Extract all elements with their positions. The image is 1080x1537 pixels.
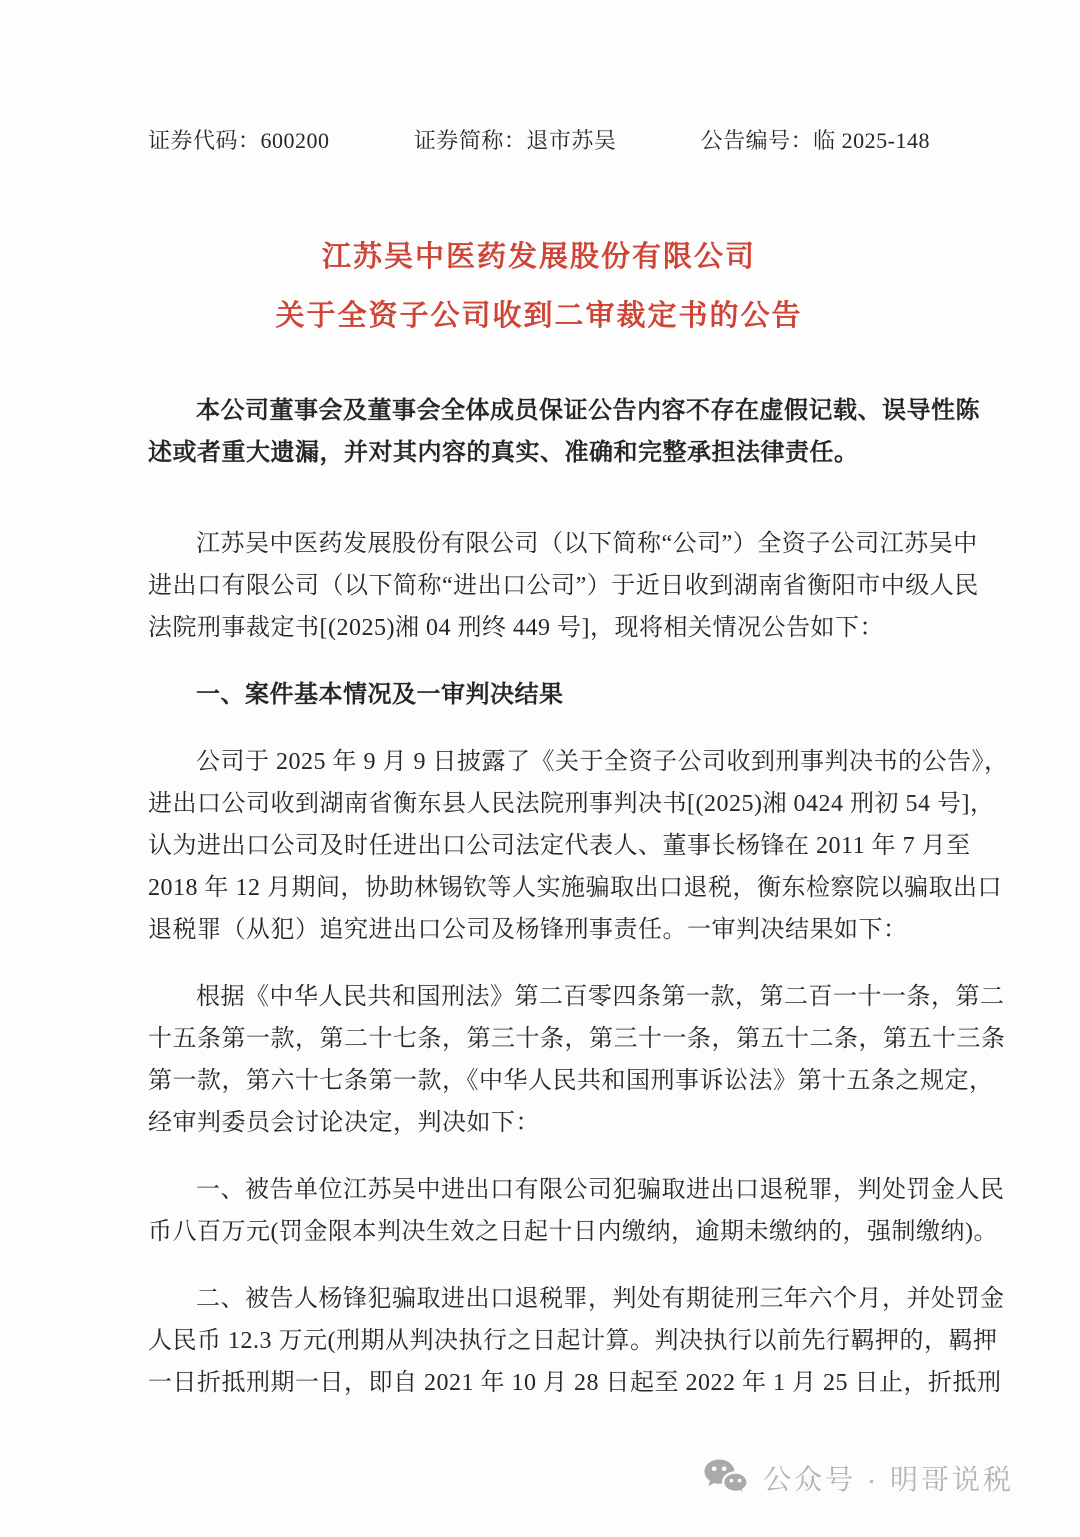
wechat-icon xyxy=(703,1458,749,1498)
intro-paragraph xyxy=(148,523,979,649)
announcement-title xyxy=(148,228,930,346)
text-line: 一、被告单位江苏吴中进出口有限公司犯骗取进出口退税罪，判处罚金人民 xyxy=(196,1177,1005,1203)
securities-code: 证券代码：600200 xyxy=(148,128,330,153)
section1-heading: 一、案件基本情况及一审判决结果 xyxy=(196,682,564,708)
judgment-item1-paragraph xyxy=(148,1169,1005,1253)
watermark xyxy=(703,1458,1014,1498)
text-line: 2018 年 12 月期间，协助林锡钦等人实施骗取出口退税，衡东检察院以骗取出口 xyxy=(148,875,1002,901)
securities-abbr: 证券简称：退市苏吴 xyxy=(413,128,617,153)
text-line: 认为进出口公司及时任进出口公司法定代表人、董事长杨锋在 2011 年 7 月至 xyxy=(148,833,971,859)
text-line: 二、被告人杨锋犯骗取进出口退税罪，判处有期徒刑三年六个月，并处罚金 xyxy=(196,1286,1005,1312)
text-line: 经审判委员会讨论决定，判决如下： xyxy=(148,1110,540,1136)
text-line: 一日折抵刑期一日，即自 2021 年 10 月 28 日起至 2022 年 1 月 25 日止，折抵刑 xyxy=(148,1370,1002,1396)
text-line: 法院刑事裁定书[(2025)湘 04 刑终 449 号]，现将相关情况公告如下： xyxy=(148,615,884,641)
text-line: 进出口公司收到湖南省衡东县人民法院刑事判决书[(2025)湘 0424 刑初 54 号]， xyxy=(148,791,995,817)
securities-header xyxy=(148,126,930,156)
text-line: 根据《中华人民共和国刑法》第二百零四条第一款，第二百一十一条，第二 xyxy=(196,984,1005,1010)
text-line: 币八百万元(罚金限本判决生效之日起十日内缴纳，逾期未缴纳的，强制缴纳)。 xyxy=(148,1219,998,1245)
text-line: 述或者重大遗漏，并对其内容的真实、准确和完整承担法律责任。 xyxy=(148,440,859,466)
text-line: 第一款，第六十七条第一款，《中华人民共和国刑事诉讼法》第十五条之规定， xyxy=(148,1068,994,1094)
text-line: 江苏吴中医药发展股份有限公司（以下简称“公司”）全资子公司江苏吴中 xyxy=(196,531,978,557)
page-title-line2: 关于全资子公司收到二审裁定书的公告 xyxy=(275,300,803,332)
text-line: 人民币 12.3 万元(刑期从判决执行之日起计算。判决执行以前先行羁押的，羁押 xyxy=(148,1328,998,1354)
board-declaration-paragraph xyxy=(148,390,980,474)
announcement-number: 公告编号：临 2025-148 xyxy=(700,128,930,153)
text-line: 退税罪（从犯）追究进出口公司及杨锋刑事责任。一审判决结果如下： xyxy=(148,917,908,943)
text-line: 进出口有限公司（以下简称“进出口公司”）于近日收到湖南省衡阳市中级人民 xyxy=(148,573,979,599)
page-title-line1: 江苏吴中医药发展股份有限公司 xyxy=(321,241,756,273)
legal-basis-paragraph xyxy=(148,976,1006,1144)
judgment-item2-paragraph xyxy=(148,1278,1005,1404)
watermark-text: 公众号 · 明哥说税 xyxy=(763,1464,1014,1495)
text-line: 本公司董事会及董事会全体成员保证公告内容不存在虚假记载、误导性陈 xyxy=(196,398,980,424)
disclosure-paragraph xyxy=(148,741,1009,951)
text-line: 十五条第一款，第二十七条，第三十条，第三十一条，第五十二条，第五十三条 xyxy=(148,1026,1006,1052)
text-line: 公司于 2025 年 9 月 9 日披露了《关于全资子公司收到刑事判决书的公告》， xyxy=(196,749,1009,775)
